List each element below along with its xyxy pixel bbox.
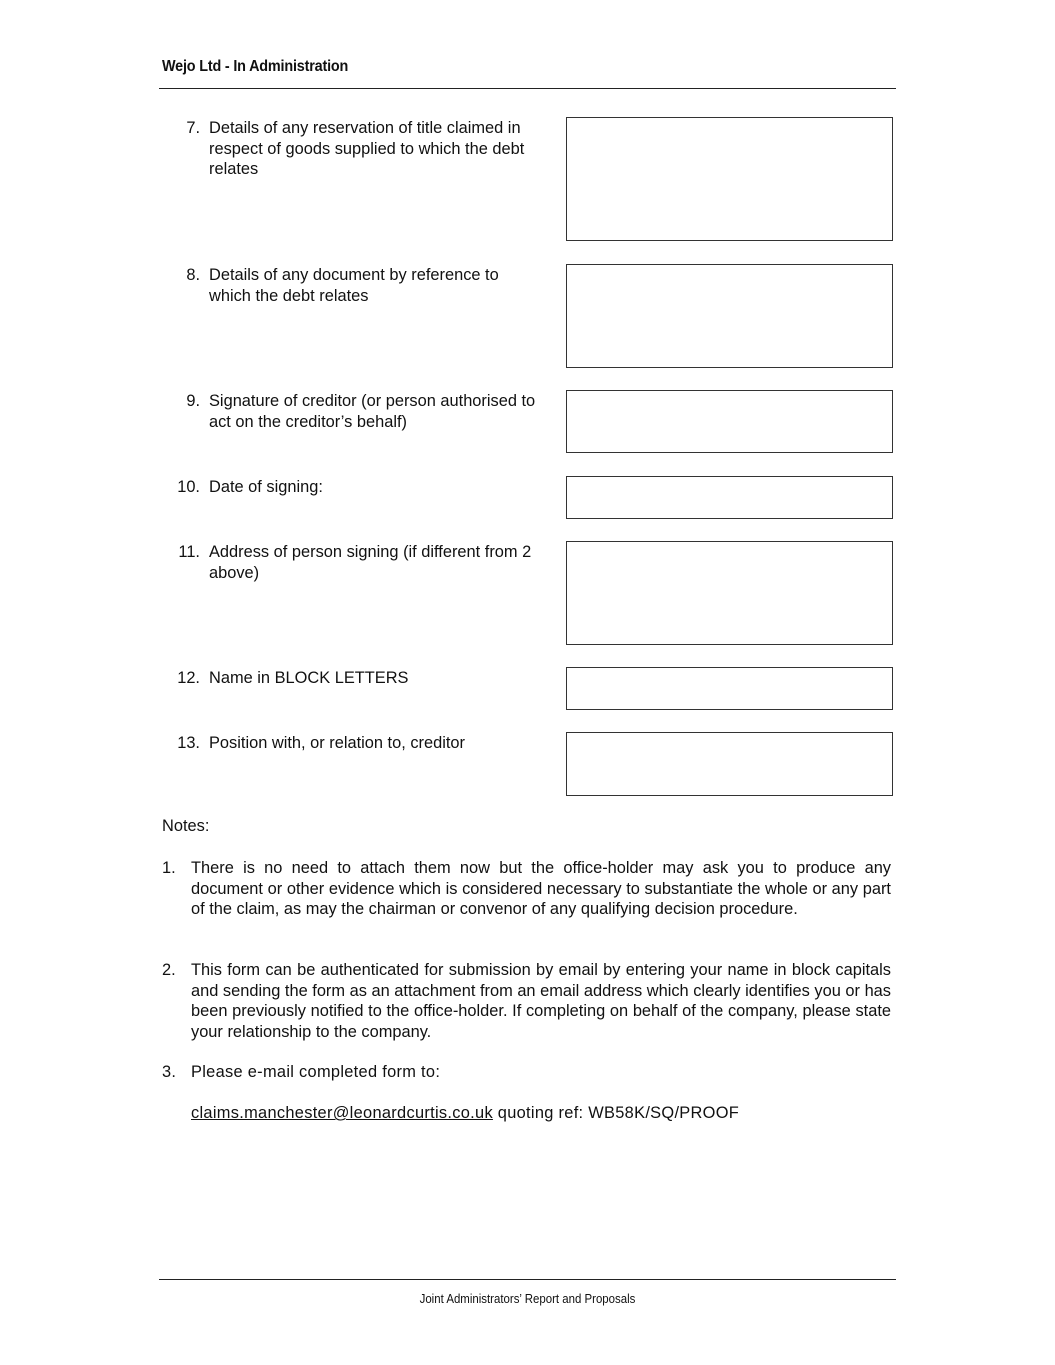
position-relation-field[interactable] (566, 732, 893, 796)
question-number: 13. (177, 734, 200, 752)
note-number: 1. (162, 859, 176, 877)
notes-heading: Notes: (162, 817, 210, 835)
question-number: 9. (186, 392, 200, 410)
note-text: Please e-mail completed form to: (191, 1063, 441, 1081)
question-label: Signature of creditor (or person authorised to act on the creditor’s behalf) (209, 392, 536, 431)
question-number: 7. (186, 119, 200, 137)
name-block-letters-field[interactable] (566, 667, 893, 710)
question-label: Details of any document by reference to which the debt relates (209, 266, 499, 305)
question-number: 12. (177, 669, 200, 687)
question-number: 8. (186, 266, 200, 284)
signer-address-field[interactable] (566, 541, 893, 645)
question-number: 11. (178, 543, 200, 561)
question-label: Position with, or relation to, creditor (209, 734, 465, 752)
reservation-of-title-field[interactable] (566, 117, 893, 241)
note-number: 2. (162, 961, 176, 979)
footer-divider (159, 1279, 896, 1280)
quoting-reference: quoting ref: WB58K/SQ/PROOF (492, 1104, 740, 1122)
question-label: Details of any reservation of title claimed in respect of goods supplied to which the debt relates (209, 119, 525, 178)
note-text: There is no need to attach them now but the office-holder may ask you to produce any document or other evidence which is considered necessary to substantiate the whole or any part of the claim, as may the chairman or convenor of any qualifying decision procedure. (191, 859, 891, 918)
question-label: Name in BLOCK LETTERS (209, 669, 409, 687)
question-number: 10. (177, 478, 200, 496)
question-label: Date of signing: (209, 478, 323, 496)
header-divider (159, 88, 896, 89)
creditor-signature-field[interactable] (566, 390, 893, 453)
email-line (191, 1103, 739, 1124)
question-label: Address of person signing (if different from 2 above) (209, 543, 532, 582)
footer-text: Joint Administrators’ Report and Proposals (419, 1291, 636, 1306)
email-link[interactable]: claims.manchester@leonardcurtis.co.uk (191, 1104, 493, 1122)
note-text: This form can be authenticated for submission by email by entering your name in block capitals and sending the form as an attachment from an email address which clearly identifies you or has been previously notified to the office-holder. If completing on behalf of the company, please state your relationship to the company. (191, 961, 891, 1041)
date-of-signing-field[interactable] (566, 476, 893, 519)
note-number: 3. (162, 1063, 177, 1081)
document-reference-field[interactable] (566, 264, 893, 368)
page-header-title: Wejo Ltd - In Administration (162, 58, 349, 75)
